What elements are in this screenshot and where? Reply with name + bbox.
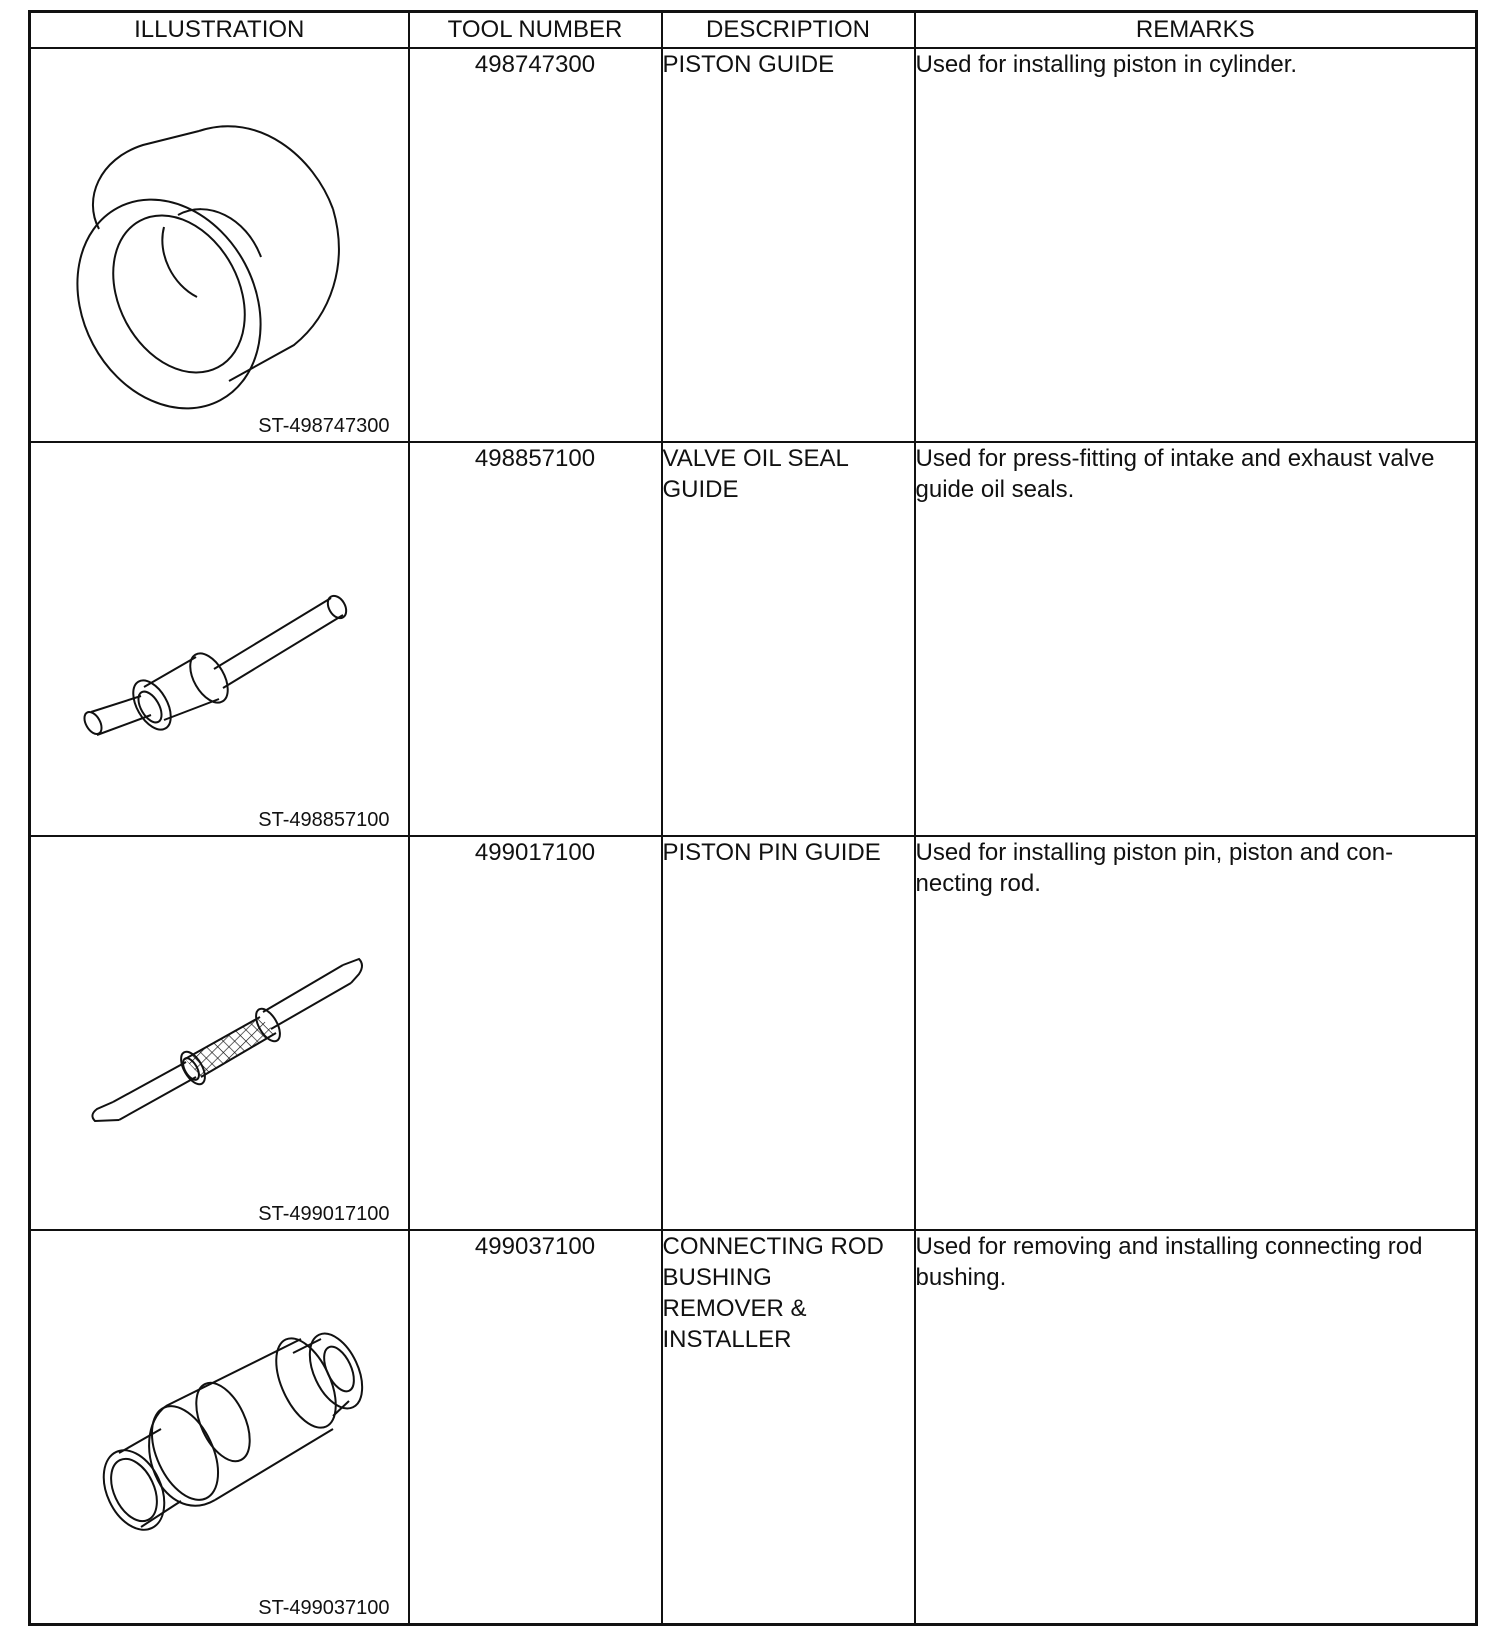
description-line: BUSHING xyxy=(662,1264,772,1291)
header-remarks: REMARKS xyxy=(915,12,1477,49)
description-line: GUIDE xyxy=(662,476,739,503)
description-cell xyxy=(662,836,915,1230)
description-cell xyxy=(662,442,915,836)
header-description: DESCRIPTION xyxy=(662,12,915,49)
illustration-code: ST-499017100 xyxy=(258,1203,390,1225)
piston-guide-ring-icon xyxy=(31,49,410,441)
bushing-remover-installer-icon xyxy=(31,1231,410,1623)
remarks-cell xyxy=(915,1230,1477,1625)
valve-oil-seal-guide-icon xyxy=(31,443,410,835)
description-line: INSTALLER xyxy=(662,1326,792,1353)
remarks-line: Used for removing and installing connecting rod xyxy=(915,1233,1423,1260)
tool-number-cell: 498857100 xyxy=(409,442,662,836)
illustration-cell xyxy=(30,442,409,836)
remarks-line: necting rod. xyxy=(915,870,1041,897)
tool-number-cell: 499017100 xyxy=(409,836,662,1230)
table-row xyxy=(30,442,1477,836)
remarks-line: Used for installing piston pin, piston and con- xyxy=(915,839,1394,866)
tool-number-cell: 499037100 xyxy=(409,1230,662,1625)
description-cell xyxy=(662,48,915,442)
piston-pin-guide-icon xyxy=(31,837,410,1229)
remarks-cell xyxy=(915,442,1477,836)
illustration-cell xyxy=(30,1230,409,1625)
remarks-cell xyxy=(915,836,1477,1230)
remarks-cell xyxy=(915,48,1477,442)
table-row xyxy=(30,48,1477,442)
header-row xyxy=(30,12,1477,49)
remarks-line: Used for press-fitting of intake and exhaust valve xyxy=(915,445,1435,472)
table-row xyxy=(30,836,1477,1230)
illustration-cell xyxy=(30,836,409,1230)
description-cell xyxy=(662,1230,915,1625)
illustration-code: ST-498857100 xyxy=(258,809,390,831)
description-line: VALVE OIL SEAL xyxy=(662,445,849,472)
header-illustration: ILLUSTRATION xyxy=(30,12,409,49)
remarks-line: guide oil seals. xyxy=(915,476,1075,503)
header-tool-number: TOOL NUMBER xyxy=(409,12,662,49)
remarks-line: bushing. xyxy=(915,1264,1007,1291)
illustration-code: ST-498747300 xyxy=(258,415,390,437)
description-line: PISTON GUIDE xyxy=(662,51,835,78)
illustration-cell xyxy=(30,48,409,442)
illustration-code: ST-499037100 xyxy=(258,1597,390,1619)
description-line: REMOVER & xyxy=(662,1295,807,1322)
special-tools-table xyxy=(28,10,1478,1626)
remarks-line: Used for installing piston in cylinder. xyxy=(915,51,1298,78)
table-row xyxy=(30,1230,1477,1625)
description-line: PISTON PIN GUIDE xyxy=(662,839,881,866)
tool-number-cell: 498747300 xyxy=(409,48,662,442)
description-line: CONNECTING ROD xyxy=(662,1233,884,1260)
